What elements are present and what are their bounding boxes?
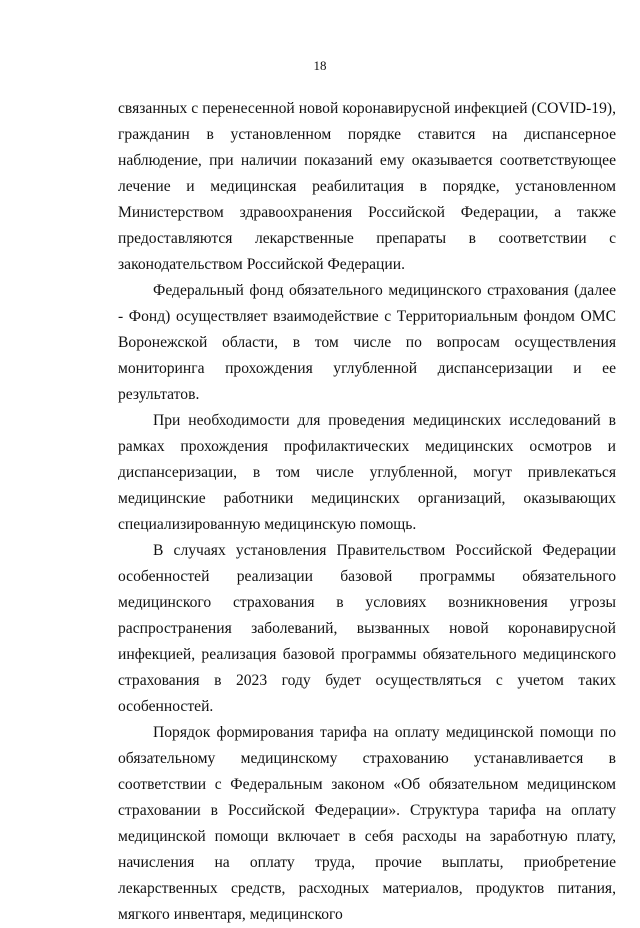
page-number: 18: [313, 58, 327, 73]
paragraph-medical-workers: При необходимости для проведения медицинских исследований в рамках прохождения профилактических медицинских осмотров и диспансеризации, в том числе углубленной, могут привлекаться медицинские работники медицинских организаций, оказывающих специализированную медицинскую помощь.: [118, 412, 616, 533]
paragraph-government-cases: В случаях установления Правительством Российской Федерации особенностей реализации базовой программы обязательного медицинского страхования в условиях возникновения угрозы распространения заболеваний, вызванных новой коронавирусной инфекцией, реализация базовой программы обязательного медицинского страхования в 2023 году будет осуществляться с учетом таких особенностей.: [118, 542, 616, 715]
document-body: [118, 96, 616, 928]
paragraph-continuation: связанных с перенесенной новой коронавирусной инфекцией (COVID-19), гражданин в установленном порядке ставится на диспансерное наблюдение, при наличии показаний ему оказывается соответствующее лечение и медицинская реабилитация в порядке, установленном Министерством здравоохранения Российской Федерации, а также предоставляются лекарственные препараты в соответствии с законодательством Российской Федерации.: [118, 100, 616, 273]
paragraph-federal-fund: Федеральный фонд обязательного медицинского страхования (далее - Фонд) осуществляет взаимодействие с Территориальным фондом ОМС Воронежской области, в том числе по вопросам осуществления мониторинга прохождения углубленной диспансеризации и ее результатов.: [118, 282, 616, 403]
paragraph-tariff-procedure: Порядок формирования тарифа на оплату медицинской помощи по обязательному медицинскому страхованию устанавливается в соответствии с Федеральным законом «Об обязательном медицинском страховании в Российской Федерации». Структура тарифа на оплату медицинской помощи включает в себя расходы на заработную плату, начисления на оплату труда, прочие выплаты, приобретение лекарственных средств, расходных материалов, продуктов питания, мягкого инвентаря, медицинского: [118, 724, 616, 923]
